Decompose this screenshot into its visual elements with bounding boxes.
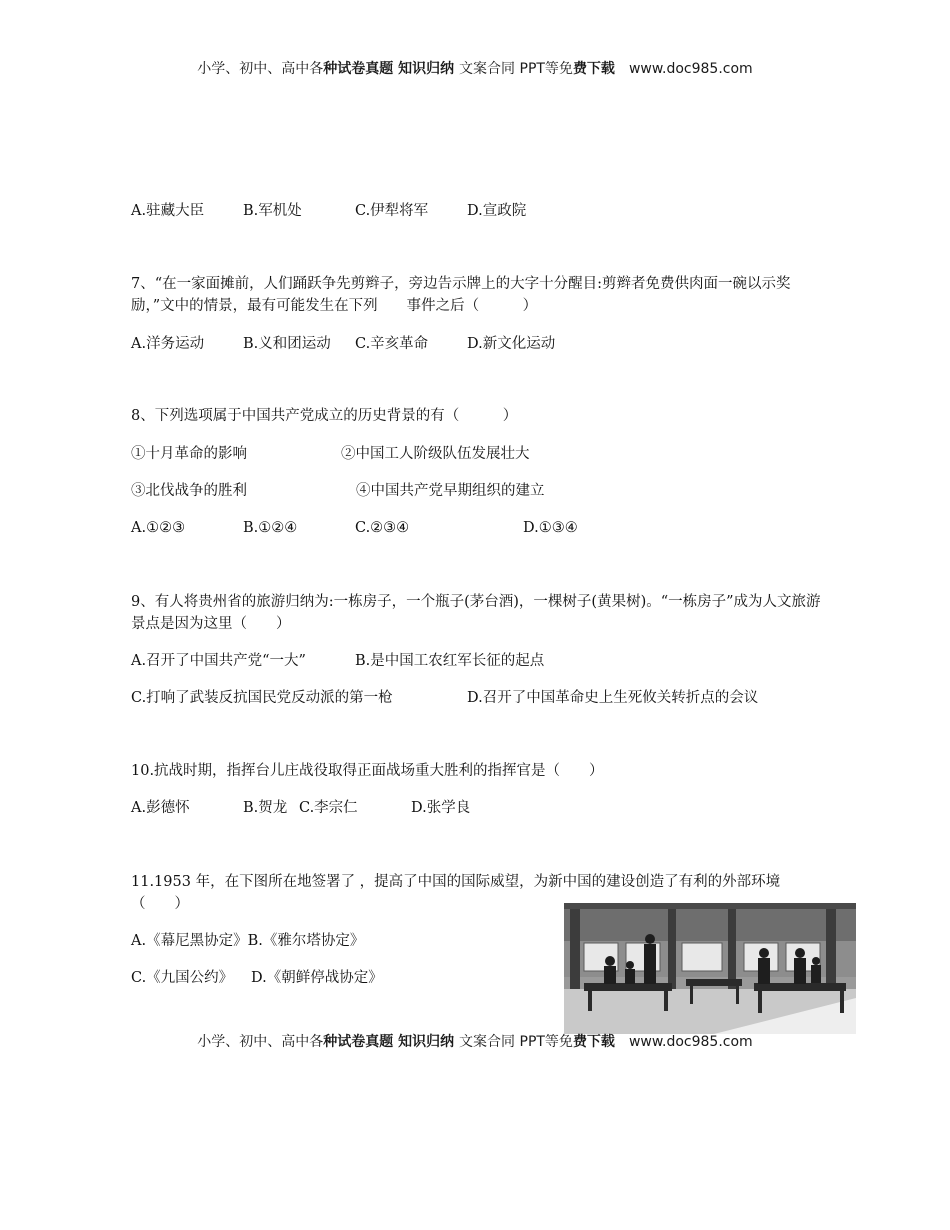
q8-options [131, 518, 578, 538]
footer-text-5: 费下载 [572, 1034, 615, 1050]
footer-text-3: 知识归纳 [393, 1034, 460, 1050]
q8-items-row-1 [131, 444, 530, 464]
footer-text-1: 小学、初中、高中各 [197, 1034, 324, 1050]
q9-options-row-1 [131, 651, 544, 671]
q10-stem: 10.抗战时期，指挥台儿庄战役取得正面战场重大胜利的指挥官是（ ） [131, 763, 604, 779]
q6-options [131, 201, 526, 221]
q10-option-a: A.彭德怀 [131, 800, 190, 816]
q9-option-a: A.召开了中国共产党“一大” [131, 653, 306, 669]
q10-options [131, 798, 470, 818]
q8-item-1: ①十月革命的影响 [131, 446, 247, 462]
q7-option-c: C.辛亥革命 [355, 336, 429, 352]
q8-option-d: D.①③④ [523, 520, 578, 536]
q9-option-b: B.是中国工农红军长征的起点 [355, 653, 545, 669]
q7-stem: 7、“在一家面摊前，人们踊跃争先剪辫子，旁边告示牌上的大字十分醒目:剪辫者免费供肉面一碗以示奖励，”文中的情景，最有可能发生在下列 事件之后（ ） [131, 276, 791, 314]
q8-item-4: ④中国共产党早期组织的建立 [356, 483, 545, 499]
q11-option-a: A.《幕尼黑协定》 [131, 933, 248, 949]
q7-option-a: A.洋务运动 [131, 336, 205, 352]
q9-stem: 9、有人将贵州省的旅游归纳为:一栋房子，一个瓶子(茅台酒)，一棵树子(黄果树)。“一栋房子”成为人文旅游景点是因为这里（ ） [131, 594, 821, 632]
q11-option-b: B.《雅尔塔协定》 [247, 933, 365, 949]
q11-option-c: C.《九国公约》 [131, 970, 234, 986]
q6-option-d: D.宣政院 [467, 203, 527, 219]
header-banner [0, 58, 950, 78]
q9-option-d: D.召开了中国革命史上生死攸关转折点的会议 [467, 690, 759, 706]
footer-text-2: 种试卷真题 [323, 1034, 394, 1050]
q10-option-c: C.李宗仁 [299, 800, 358, 816]
banner-text-5: 费下载 [572, 61, 615, 77]
signing-hall-photo [564, 903, 856, 1034]
q11-options-row-2 [131, 968, 383, 988]
q10-option-b: B.贺龙 [243, 800, 288, 816]
q9-options-row-2 [131, 688, 758, 708]
q8-option-b: B.①②④ [243, 520, 298, 536]
q8-option-c: C.②③④ [355, 520, 410, 536]
banner-text-2: 种试卷真题 [323, 61, 394, 77]
q8-item-3: ③北伐战争的胜利 [131, 483, 247, 499]
footer-text-4: 文案合同 PPT等免 [459, 1034, 573, 1050]
q8-items-row-2 [131, 481, 545, 501]
q7-options [131, 334, 555, 354]
q8-stem: 8、下列选项属于中国共产党成立的历史背景的有（ ） [131, 408, 518, 424]
footer-banner [0, 1031, 950, 1051]
signing-hall-illustration [564, 903, 856, 1034]
q7-option-b: B.义和团运动 [243, 336, 331, 352]
q11-stem: 11.1953 年，在下图所在地签署了 ，提高了中国的国际威望，为新中国的建设创造了有利的外部环境（ ） [131, 874, 781, 912]
q8-option-a: A.①②③ [131, 520, 186, 536]
footer-url[interactable]: www.doc985.com [628, 1034, 753, 1050]
banner-text-3: 知识归纳 [393, 61, 460, 77]
q11-options-row-1 [131, 931, 364, 951]
q10-option-d: D.张学良 [411, 800, 471, 816]
banner-url[interactable]: www.doc985.com [628, 61, 753, 77]
q8-item-2: ②中国工人阶级队伍发展壮大 [341, 446, 530, 462]
q7-option-d: D.新文化运动 [467, 336, 556, 352]
q6-option-b: B.军机处 [243, 203, 302, 219]
q6-option-c: C.伊犁将军 [355, 203, 429, 219]
banner-text-4: 文案合同 PPT等免 [459, 61, 573, 77]
q9-option-c: C.打响了武装反抗国民党反动派的第一枪 [131, 690, 393, 706]
q11-option-d: D.《朝鲜停战协定》 [251, 970, 383, 986]
banner-text-1: 小学、初中、高中各 [197, 61, 324, 77]
q6-option-a: A.驻藏大臣 [131, 203, 205, 219]
